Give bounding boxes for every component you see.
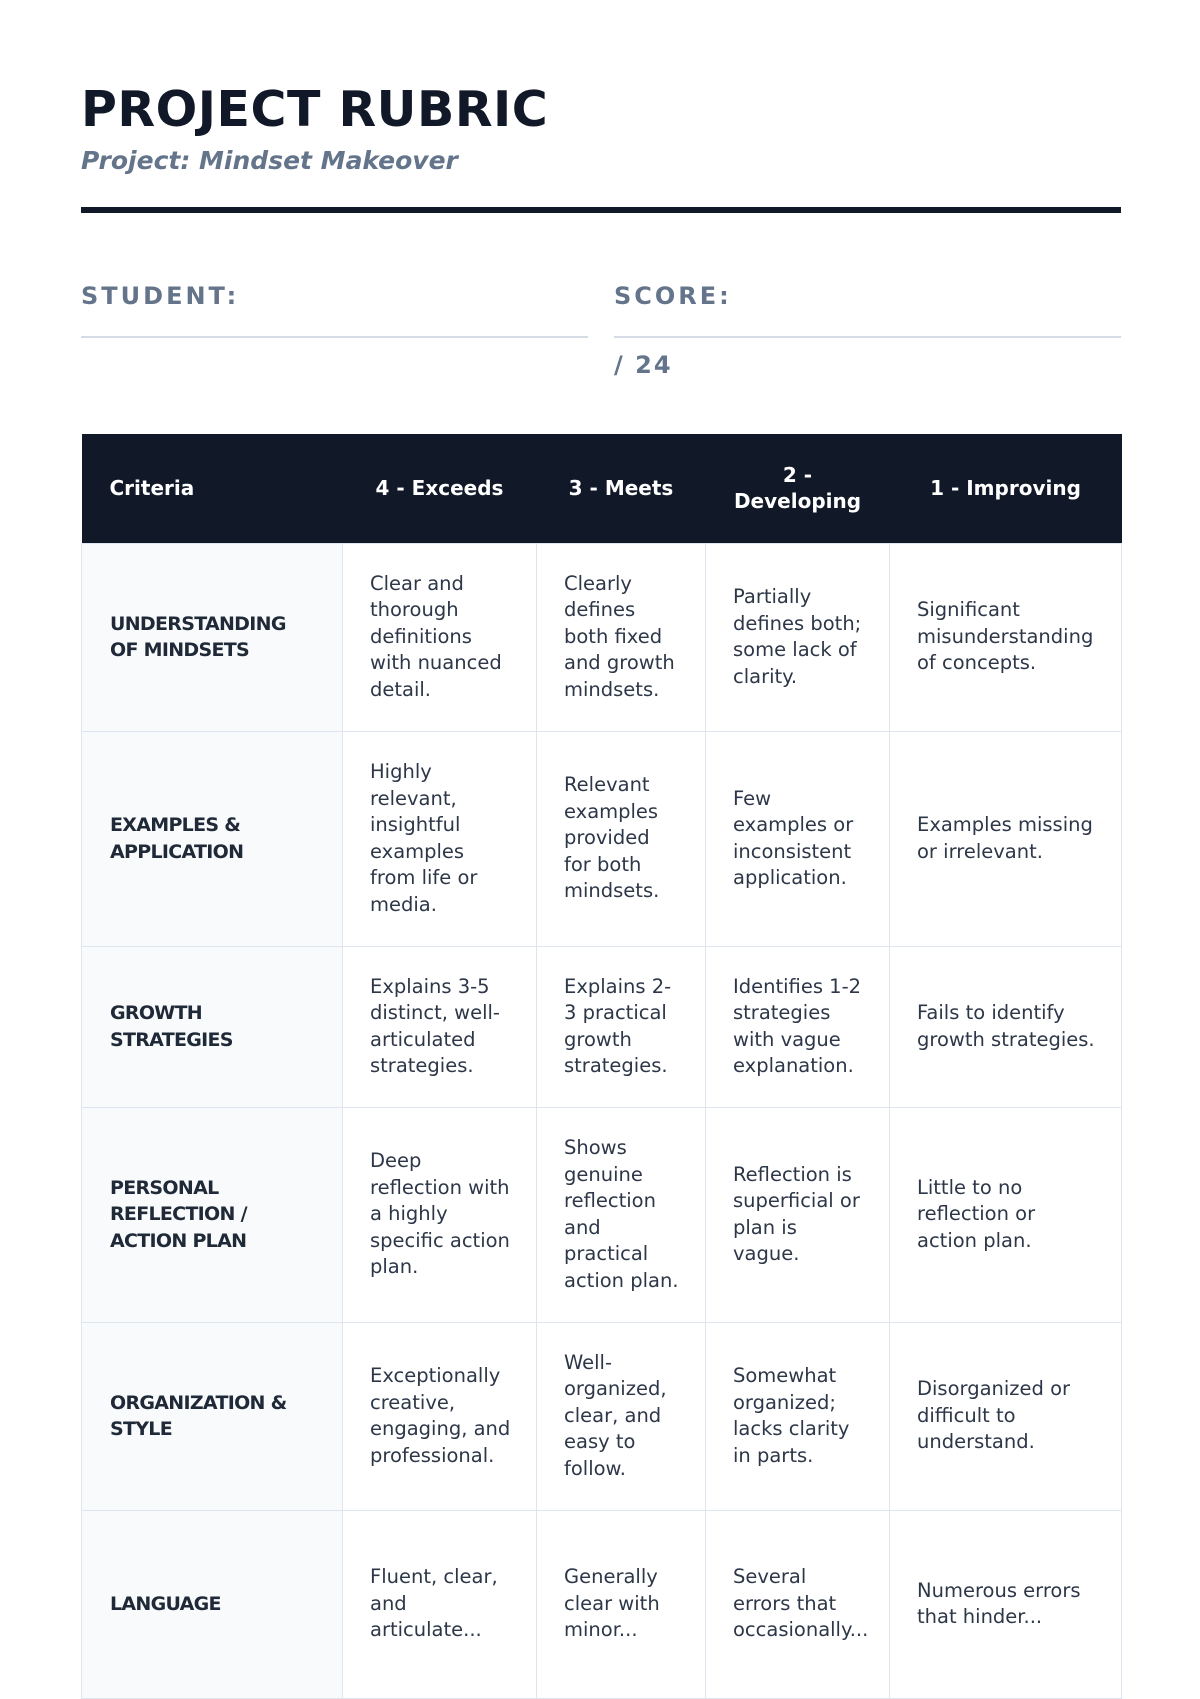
score-field[interactable] xyxy=(614,278,1121,384)
title-divider xyxy=(81,207,1121,213)
exceeds-cell: Fluent, clear, and articulate... xyxy=(343,1510,537,1698)
improving-cell: Little to no reflection or action plan. xyxy=(890,1107,1122,1322)
header-meets: 3 - Meets xyxy=(537,434,706,543)
criteria-cell: PERSONAL REFLECTION / ACTION PLAN xyxy=(82,1107,343,1322)
criteria-cell: ORGANIZATION & STYLE xyxy=(82,1322,343,1510)
improving-cell: Significant misunderstanding of concepts. xyxy=(890,543,1122,731)
meets-cell: Clearly defines both fixed and growth mindsets. xyxy=(537,543,706,731)
developing-cell: Identifies 1-2 strategies with vague explanation. xyxy=(706,946,890,1107)
criteria-cell: UNDERSTANDING OF MINDSETS xyxy=(82,543,343,731)
rubric-page xyxy=(81,0,1121,1642)
improving-cell: Numerous errors that hinder... xyxy=(890,1510,1122,1698)
developing-cell: Reflection is superficial or plan is vague. xyxy=(706,1107,890,1322)
table-row xyxy=(82,731,1122,946)
meets-cell: Generally clear with minor... xyxy=(537,1510,706,1698)
improving-cell: Disorganized or difficult to understand. xyxy=(890,1322,1122,1510)
table-row xyxy=(82,1107,1122,1322)
project-subtitle: Project: Mindset Makeover xyxy=(81,146,458,175)
exceeds-cell: Explains 3-5 distinct, well-articulated strategies. xyxy=(343,946,537,1107)
exceeds-cell: Exceptionally creative, engaging, and professional. xyxy=(343,1322,537,1510)
header-criteria: Criteria xyxy=(82,434,343,543)
rubric-table xyxy=(81,434,1122,1699)
developing-cell: Few examples or inconsistent application. xyxy=(706,731,890,946)
rubric-header-row xyxy=(82,434,1122,543)
exceeds-cell: Highly relevant, insightful examples from life or media. xyxy=(343,731,537,946)
table-row xyxy=(82,1322,1122,1510)
student-label: STUDENT: xyxy=(81,278,588,338)
header-developing: 2 - Developing xyxy=(706,434,890,543)
header-improving: 1 - Improving xyxy=(890,434,1122,543)
page-title: PROJECT RUBRIC xyxy=(81,81,549,138)
table-row xyxy=(82,1510,1122,1698)
developing-cell: Several errors that occasionally... xyxy=(706,1510,890,1698)
score-label: SCORE: xyxy=(614,278,1121,338)
score-total: / 24 xyxy=(614,351,673,379)
header-exceeds: 4 - Exceeds xyxy=(343,434,537,543)
meets-cell: Relevant examples provided for both mindsets. xyxy=(537,731,706,946)
improving-cell: Examples missing or irrelevant. xyxy=(890,731,1122,946)
meets-cell: Explains 2-3 practical growth strategies. xyxy=(537,946,706,1107)
criteria-cell: LANGUAGE xyxy=(82,1510,343,1698)
criteria-cell: EXAMPLES & APPLICATION xyxy=(82,731,343,946)
table-row xyxy=(82,946,1122,1107)
developing-cell: Partially defines both; some lack of clarity. xyxy=(706,543,890,731)
developing-cell: Somewhat organized; lacks clarity in parts. xyxy=(706,1322,890,1510)
improving-cell: Fails to identify growth strategies. xyxy=(890,946,1122,1107)
exceeds-cell: Clear and thorough definitions with nuanced detail. xyxy=(343,543,537,731)
student-field[interactable] xyxy=(81,278,588,338)
criteria-cell: GROWTH STRATEGIES xyxy=(82,946,343,1107)
table-row xyxy=(82,543,1122,731)
exceeds-cell: Deep reflection with a highly specific action plan. xyxy=(343,1107,537,1322)
meets-cell: Shows genuine reflection and practical action plan. xyxy=(537,1107,706,1322)
meets-cell: Well-organized, clear, and easy to follow. xyxy=(537,1322,706,1510)
